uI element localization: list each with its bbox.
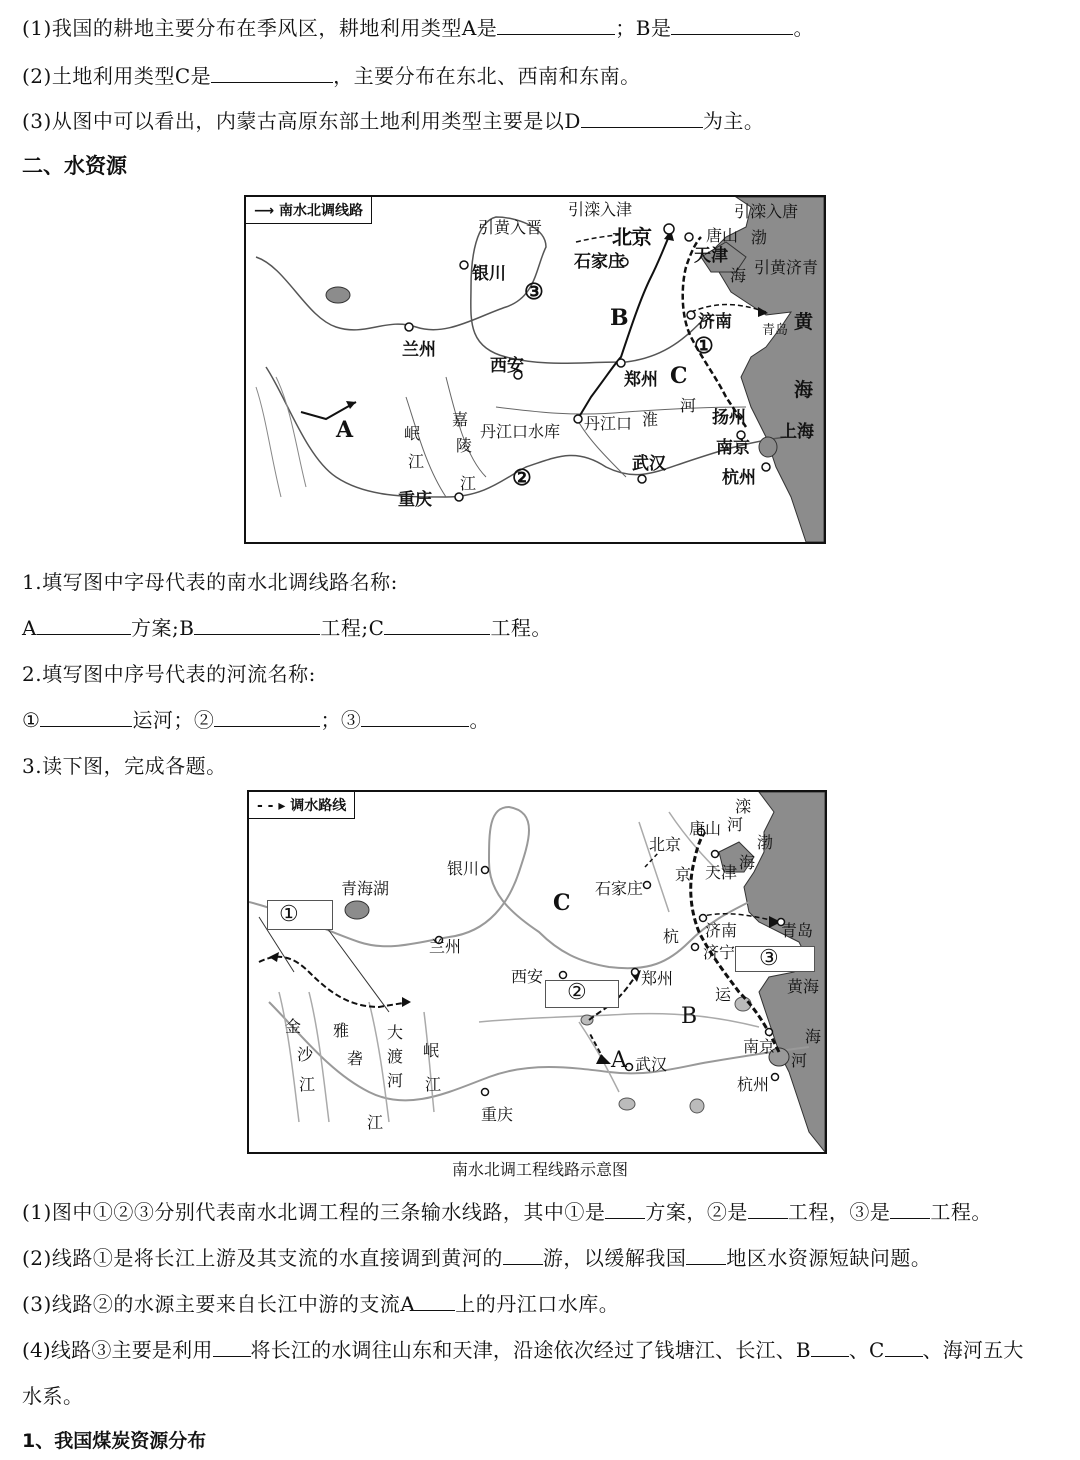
route-letter-c: C: [670, 363, 688, 389]
map-label: 郑州: [641, 969, 674, 988]
subquestion-1: [22, 1196, 992, 1225]
map-label: 渤: [751, 228, 768, 247]
map-label: 岷: [404, 424, 421, 443]
map-label: 海: [805, 1027, 822, 1046]
text: ，主要分布在东北、西南和东南。: [333, 64, 641, 88]
map-label: 陵: [456, 436, 473, 455]
map-label: 银川: [447, 859, 480, 878]
map-label: 济南: [705, 921, 738, 940]
map-south-north-water-diversion: [244, 195, 826, 544]
section-heading-coal: 1、我国煤炭资源分布: [22, 1430, 207, 1452]
text: 、C: [848, 1338, 885, 1362]
text: 方案;B: [130, 616, 195, 640]
map-label: 青岛: [762, 323, 789, 338]
map-label: 海: [794, 379, 814, 401]
map-label: 黄海: [787, 977, 820, 996]
land-question-1: [22, 12, 814, 41]
water-answer-2: [22, 704, 490, 733]
answer-blank-2[interactable]: [214, 708, 320, 727]
map-label: 武汉: [632, 454, 666, 474]
water-question-3: 3.读下图，完成各题。: [22, 754, 227, 778]
route-letter-b: B: [610, 305, 629, 331]
answer-blank-1[interactable]: [40, 708, 132, 727]
legend-label: 调水路线: [290, 798, 347, 814]
subquestion-3: [22, 1288, 619, 1317]
answer-blank[interactable]: [581, 109, 703, 128]
map-label: 天津: [694, 246, 728, 266]
map-diversion-routes-schematic: [247, 790, 827, 1154]
map-label: 江: [460, 474, 477, 493]
answer-blank[interactable]: [890, 1200, 930, 1219]
route-number-1: ①: [694, 333, 714, 359]
map-label: 黄: [794, 311, 814, 333]
answer-blank-3[interactable]: [361, 708, 469, 727]
map-label: 河: [727, 815, 744, 834]
answer-blank[interactable]: [748, 1200, 788, 1219]
route-number-3: ③: [524, 279, 544, 305]
map-label: 江: [425, 1075, 442, 1094]
map-label: 江: [299, 1075, 316, 1094]
map-label: 引黄入晋: [478, 218, 543, 237]
map-label: 京: [675, 865, 692, 884]
map-label: 杭州: [737, 1075, 770, 1094]
map-letter-a: A: [611, 1048, 627, 1073]
map-label: 金: [285, 1017, 302, 1036]
map-label: 引黄济青: [754, 258, 819, 277]
answer-blank[interactable]: [497, 16, 615, 35]
section-heading-water: 二、水资源: [22, 154, 127, 178]
map-label: 唐山: [706, 226, 739, 245]
map-2-legend: [249, 792, 355, 819]
map-label: 海: [739, 853, 756, 872]
route-number-2: ②: [567, 980, 587, 1005]
map-label: 嘉: [452, 410, 469, 429]
map-1-legend: [246, 197, 372, 224]
map-label: 滦: [735, 797, 752, 816]
map-label: 大: [387, 1023, 404, 1042]
map-label: 杭: [663, 927, 680, 946]
answer-blank[interactable]: [503, 1246, 543, 1265]
legend-label: 南水北调线路: [278, 203, 363, 219]
map-label: 淮: [642, 410, 659, 429]
map-label: 武汉: [635, 1055, 668, 1074]
map-label: 丹江口: [584, 414, 633, 433]
map-label: 天津: [705, 863, 738, 882]
text: 游，以缓解我国: [542, 1246, 687, 1270]
map-label: 济宁: [703, 943, 736, 962]
map-label: 引滦入唐: [734, 202, 799, 221]
map-label: 西安: [490, 356, 524, 376]
map-label: 江: [408, 452, 425, 471]
text: 工程，③是: [787, 1200, 891, 1224]
answer-blank[interactable]: [811, 1338, 849, 1357]
text: 。: [793, 16, 814, 40]
map-label: 杭州: [722, 468, 756, 488]
map-label: 济南: [698, 312, 732, 332]
text: (3)从图中可以看出，内蒙古高原东部土地利用类型主要是以D: [22, 109, 581, 133]
map-letter-b: B: [681, 1004, 698, 1029]
answer-blank[interactable]: [686, 1246, 726, 1265]
dashed-arrow-icon: - - ▸: [257, 798, 291, 814]
text: 工程。: [490, 616, 552, 640]
map-label: 丹江口水库: [480, 422, 561, 441]
map-label: 扬州: [712, 408, 746, 428]
text: 为主。: [702, 109, 765, 133]
map-label: 南京: [743, 1037, 776, 1056]
text: ；③: [320, 708, 362, 732]
map-label: 石家庄: [574, 252, 625, 272]
map-label: 上海: [780, 422, 814, 442]
text: ；B是: [615, 16, 672, 40]
text: 方案，②是: [645, 1200, 748, 1224]
map-label: 沙: [297, 1045, 314, 1064]
map-label: 北京: [612, 225, 652, 249]
route-number-3: ③: [759, 946, 779, 971]
map-letter-c: C: [553, 890, 571, 916]
route-number-1: ①: [279, 902, 299, 927]
subquestion-4: [22, 1334, 1024, 1363]
water-question-1: 1.填写图中字母代表的南水北调线路名称:: [22, 570, 398, 594]
text: 、海河五大: [922, 1338, 1024, 1362]
map-label: 银川: [472, 264, 506, 284]
map-label: 渡: [387, 1047, 404, 1066]
text: 运河；②: [132, 708, 215, 732]
map-label: 唐山: [689, 819, 722, 838]
map-label: 西安: [511, 967, 544, 986]
answer-blank[interactable]: [213, 1338, 251, 1357]
text: 上的丹江口水库。: [455, 1292, 620, 1316]
text: 工程;C: [320, 616, 385, 640]
map-label: 青海湖: [341, 879, 390, 898]
answer-blank[interactable]: [605, 1200, 645, 1219]
text: A: [22, 616, 37, 640]
map-label: 兰州: [429, 937, 462, 956]
map-label: 河: [791, 1051, 808, 1070]
map-label: 渤: [757, 833, 774, 852]
text: (2)土地利用类型C是: [22, 64, 212, 88]
answer-blank-c[interactable]: [384, 616, 490, 635]
map-label: 郑州: [624, 370, 658, 390]
route-letter-a: A: [336, 417, 354, 443]
map-1-drawing: [246, 197, 824, 542]
water-question-2: 2.填写图中序号代表的河流名称:: [22, 662, 316, 686]
map-label: 南京: [716, 438, 750, 458]
answer-blank-a[interactable]: [37, 616, 131, 635]
map-label: 石家庄: [595, 879, 644, 898]
route-number-2: ②: [512, 465, 532, 491]
text: ①: [22, 708, 41, 732]
map-label: 河: [680, 396, 697, 415]
map-label: 引滦入津: [568, 200, 633, 219]
text: 工程。: [930, 1200, 992, 1224]
map-2-caption: 南水北调工程线路示意图: [451, 1160, 628, 1179]
text: 将长江的水调往山东和天津，沿途依次经过了钱塘江、长江、B: [250, 1338, 811, 1362]
text: (3)线路②的水源主要来自长江中游的支流A: [22, 1292, 416, 1316]
map-label: 北京: [649, 835, 682, 854]
text: (1)图中①②③分别代表南水北调工程的三条输水线路，其中①是: [22, 1200, 606, 1224]
route-label-box-1: [267, 900, 333, 930]
map-label: 江: [367, 1113, 384, 1132]
map-label: 砻: [347, 1049, 364, 1068]
text: (1)我国的耕地主要分布在季风区，耕地利用类型A是: [22, 16, 498, 40]
map-label: 海: [730, 266, 747, 285]
answer-blank[interactable]: [211, 64, 333, 83]
answer-blank-b[interactable]: [194, 616, 320, 635]
map-label: 重庆: [481, 1105, 514, 1124]
text: 。: [469, 708, 490, 732]
land-question-3: [22, 105, 764, 134]
map-label: 青岛: [781, 921, 814, 940]
map-label: 河: [387, 1071, 404, 1090]
map-label: 运: [715, 985, 732, 1004]
text: (4)线路③主要是利用: [22, 1338, 213, 1362]
text: (2)线路①是将长江上游及其支流的水直接调到黄河的: [22, 1246, 503, 1270]
map-label: 岷: [423, 1041, 440, 1060]
answer-blank[interactable]: [671, 16, 793, 35]
map-label: 雅: [333, 1021, 350, 1040]
arrow-icon: ⟶: [254, 203, 279, 219]
answer-blank[interactable]: [885, 1338, 923, 1357]
subquestion-2: [22, 1242, 931, 1271]
land-question-2: [22, 60, 641, 89]
water-answer-1: [22, 612, 552, 641]
map-label: 兰州: [402, 340, 436, 360]
answer-blank[interactable]: [415, 1292, 455, 1311]
map-label: 重庆: [398, 490, 432, 510]
subquestion-4-continued: 水系。: [22, 1384, 84, 1408]
text: 地区水资源短缺问题。: [726, 1246, 932, 1270]
